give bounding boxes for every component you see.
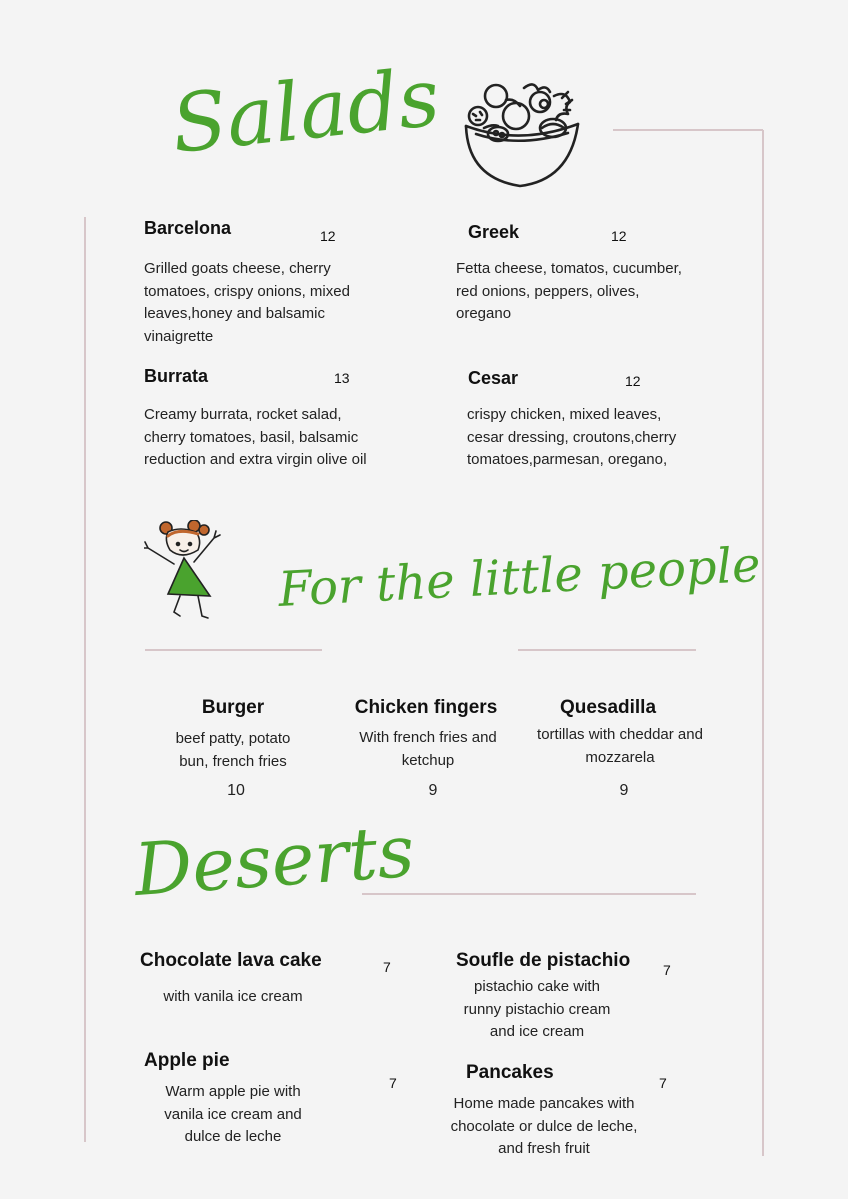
salad-price-barcelona: 12 [320, 228, 336, 244]
girl-illustration-icon [144, 520, 226, 630]
desert-desc-pancakes: Home made pancakes with chocolate or dulce de leche, and fresh fruit [450, 1095, 638, 1157]
kids-price-quesadilla: 9 [619, 782, 629, 799]
salads-title: Salads [167, 50, 444, 172]
desert-name-pancakes: Pancakes [466, 1062, 554, 1083]
kids-name-burger: Burger [201, 697, 265, 718]
desert-price-soufle-de-pistachio: 7 [663, 962, 671, 978]
desert-price-apple-pie: 7 [389, 1075, 397, 1091]
kids-title: For the little people [276, 536, 762, 619]
salad-desc-cesar: crispy chicken, mixed leaves, cesar dressing, croutons,cherry tomatoes,parmesan, oregano, [467, 406, 677, 468]
kids-left-rule [145, 649, 322, 651]
kids-name-quesadilla: Quesadilla [559, 697, 657, 718]
salad-price-greek: 12 [611, 228, 627, 244]
kids-desc-burger: beef patty, potato bun, french fries [175, 730, 291, 770]
salad-name-barcelona: Barcelona [144, 218, 232, 238]
salad-name-greek: Greek [468, 222, 520, 242]
salad-desc-burrata: Creamy burrata, rocket salad, cherry tomatoes, basil, balsamic reduction and extra virgin olive oil [144, 406, 367, 468]
left-border-rule [84, 217, 86, 1142]
salad-name-burrata: Burrata [144, 366, 209, 386]
desert-desc-chocolate-lava-cake: with vanila ice cream [163, 988, 303, 1005]
desert-name-chocolate-lava-cake: Chocolate lava cake [140, 950, 322, 971]
kids-name-chicken-fingers: Chicken fingers [354, 697, 498, 718]
desert-desc-soufle-de-pistachio: pistachio cake with runny pistachio cream and ice cream [463, 978, 611, 1040]
deserts-title: Deserts [131, 808, 417, 913]
right-border-rule [762, 130, 764, 1156]
salad-price-cesar: 12 [625, 373, 641, 389]
salad-price-burrata: 13 [334, 370, 350, 386]
desert-price-pancakes: 7 [659, 1075, 667, 1091]
salad-desc-barcelona: Grilled goats cheese, cherry tomatoes, crispy onions, mixed leaves,honey and balsamic vinaigrette [144, 260, 350, 345]
top-right-rule [613, 129, 763, 131]
desert-name-soufle-de-pistachio: Soufle de pistachio [456, 950, 631, 971]
kids-price-burger: 10 [227, 782, 245, 799]
salad-desc-greek: Fetta cheese, tomatos, cucumber, red onions, peppers, olives, oregano [456, 260, 682, 322]
kids-right-rule [518, 649, 696, 651]
kids-desc-chicken-fingers: With french fries and ketchup [359, 729, 497, 769]
kids-desc-quesadilla: tortillas with cheddar and mozzarela [537, 726, 703, 766]
desert-desc-apple-pie: Warm apple pie with vanila ice cream and dulce de leche [164, 1083, 302, 1145]
salad-bowl-icon [458, 78, 588, 193]
salad-name-cesar: Cesar [468, 368, 519, 388]
kids-price-chicken-fingers: 9 [428, 782, 438, 799]
desert-price-chocolate-lava-cake: 7 [383, 959, 391, 975]
desert-name-apple-pie: Apple pie [144, 1050, 230, 1071]
